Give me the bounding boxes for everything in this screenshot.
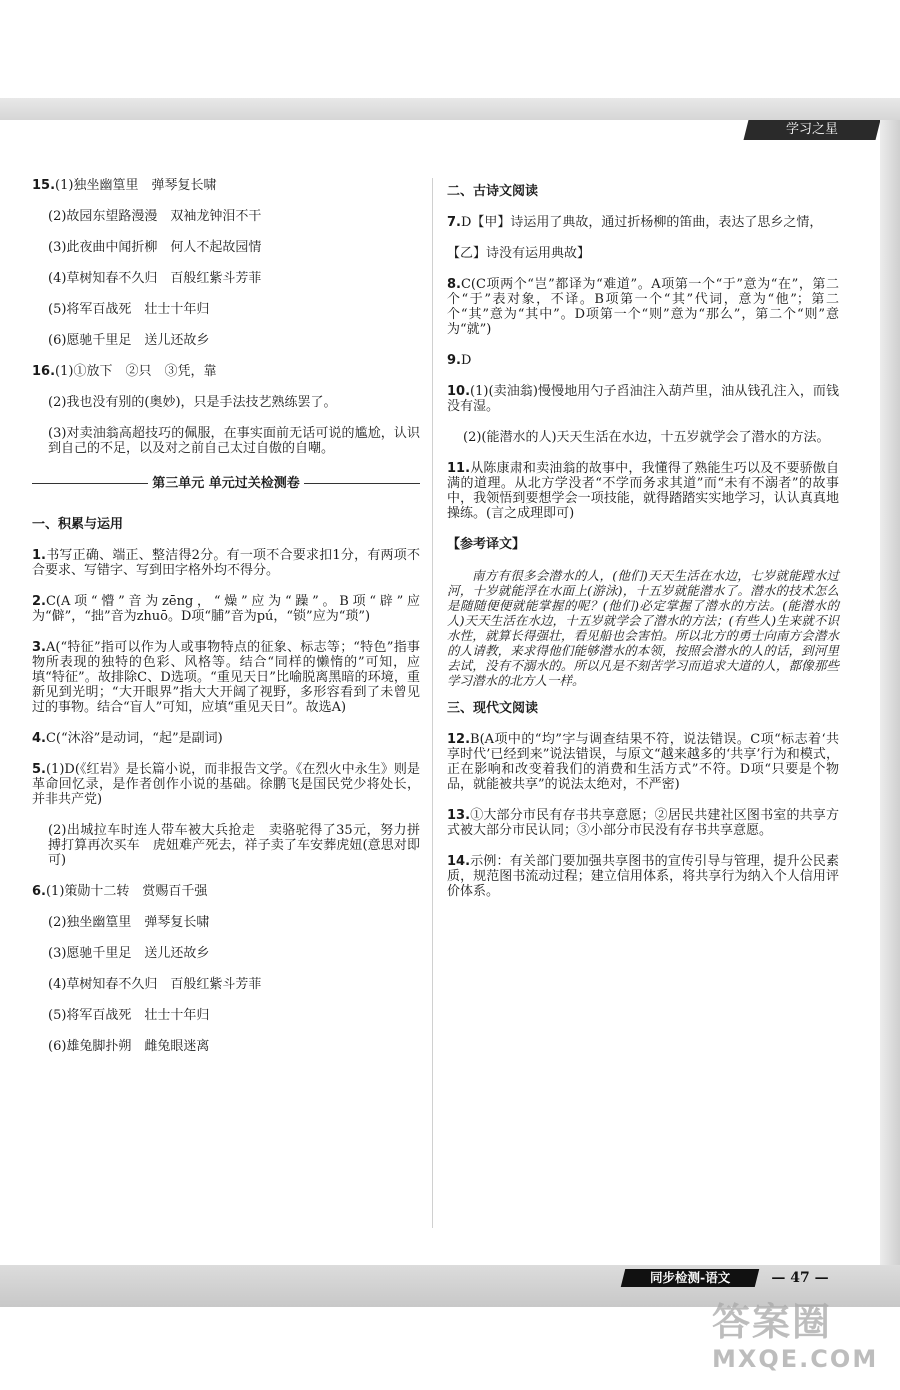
answer-q4 — [32, 731, 420, 746]
answer-line: (5)将军百战死 壮士十年归 — [48, 302, 210, 317]
question-number: 5. — [32, 762, 46, 777]
answer-text: C(C项两个“岂”都译为“难道”。A项第一个“于”意为“在”，第二个“于”表对象，不译。B项第一个“其”代词，意为“他”；第二个“其”意为“其中”。D项第一个“则”意为“那么”，第二个“则”意为“就”) — [447, 277, 839, 337]
answer-text: B(A项中的“均”字与调查结果不符，说法错误。C项“标志着‘共享时代’已经到来”说法错误，与原文“越来越多的‘共享’行为和模式，正在影响和改变着我们的消费和生活方式”不符。D项“只要是个物品，就能被共享”的说法太绝对，不严密) — [447, 732, 839, 792]
page-edge-shadow — [880, 120, 900, 1265]
answer-q13 — [447, 808, 839, 838]
answer-text: ①大部分市民有存书共享意愿；②居民共建社区图书室的共享方式被大部分市民认同；③小部分市民没有存书共享意愿。 — [447, 808, 839, 838]
answer-q2 — [32, 594, 420, 624]
answer-line: (6)雄兔脚扑朔 雌兔眼迷离 — [48, 1039, 210, 1054]
question-number: 2. — [32, 594, 46, 609]
page-number: — 47 — — [771, 1270, 829, 1286]
question-number: 16. — [32, 364, 56, 379]
answer-q14 — [447, 854, 839, 899]
answer-q1 — [32, 548, 420, 578]
answer-q3 — [32, 640, 420, 715]
answer-q9 — [447, 353, 839, 368]
answer-q5 — [32, 762, 420, 868]
brand-label: 学习之星 — [744, 120, 881, 140]
answer-line: (2)故园东望路漫漫 双袖龙钟泪不干 — [48, 209, 262, 224]
reference-translation — [447, 568, 839, 688]
question-number: 7. — [447, 215, 461, 230]
answer-line: (1)①放下 ②只 ③凭，靠 — [55, 364, 217, 379]
answer-line: (1)独坐幽篁里 弹琴复长啸 — [55, 178, 217, 193]
answer-text: 从陈康肃和卖油翁的故事中，我懂得了熟能生巧以及不要骄傲自满的道理。从北方学没者“不学而务求其道”而“未有不溺者”的故事中，我领悟到要想学会一项技能，就得踏踏实实地学习，认认真真地操练。(言之成理即可) — [447, 461, 839, 521]
footer-label: 同步检测-语文 — [621, 1269, 759, 1287]
watermark-line: MXQE.COM — [712, 1345, 879, 1373]
answer-line: (3)对卖油翁高超技巧的佩服，在事实面前无话可说的尴尬，认识到自己的不足，以及对之前自己太过自傲的自嘲。 — [48, 426, 420, 456]
answer-q16 — [32, 364, 420, 456]
unit-title — [32, 476, 420, 491]
answer-line: (5)将军百战死 壮士十年归 — [48, 1008, 210, 1023]
answer-q11 — [447, 461, 839, 521]
answer-q15 — [32, 178, 420, 348]
answer-text: 书写正确、端正、整洁得2分。有一项不合要求扣1分，有两项不合要求、写错字、写到田字格外均不得分。 — [32, 548, 420, 578]
answer-q12 — [447, 732, 839, 792]
right-column — [447, 178, 839, 915]
question-number: 3. — [32, 640, 46, 655]
translation-paragraph: 南方有很多会潜水的人，(他们)天天生活在水边，七岁就能蹚水过河，十岁就能浮在水面上(游泳)，十五岁就能潜水了。潜水的技术怎么是随随便便就能掌握的呢？(他们)必定掌握了潜水的方法。(能潜水的人)天天生活在水边，十五岁就学会了潜水的方法；(有些人)生来就不识水性，就算长得强壮，看见船也会害怕。所以北方的勇士向南方会潜水的人请教，来求得他们能够潜水的本领，按照会潜水的人的话，到河里去试，没有不溺水的。所以凡是不刻苦学习而追求大道的人，都像那些学习潜水的北方人一样。 — [447, 568, 839, 688]
column-divider — [432, 178, 433, 1228]
answer-line: (1)策勋十二转 赏赐百千强 — [45, 884, 208, 899]
answer-q7 — [447, 215, 839, 261]
answer-text: 示例：有关部门要加强共享图书的宣传引导与管理，提升公民素质，规范图书流动过程；建立信用体系，将共享行为纳入个人信用评价体系。 — [447, 854, 839, 899]
answer-line: (2)我也没有别的(奥妙)，只是手法技艺熟练罢了。 — [48, 395, 337, 410]
answer-line: (1)D(《红岩》是长篇小说，而非报告文学。《在烈火中永生》则是革命回忆录，是作者创作小说的基础。徐鹏飞是国民党少将处长，并非共产党) — [32, 762, 420, 807]
watermark — [712, 1300, 898, 1386]
answer-line: (6)愿驰千里足 送儿还故乡 — [48, 333, 210, 348]
question-number: 12. — [447, 732, 471, 747]
unit-title-text: 第三单元 单元过关检测卷 — [152, 476, 300, 491]
question-number: 8. — [447, 277, 461, 292]
section-heading: 一、积累与运用 — [32, 517, 124, 532]
answer-q6 — [32, 884, 420, 1054]
question-number: 11. — [447, 461, 471, 476]
question-number: 13. — [447, 808, 471, 823]
translation-heading: 【参考译文】 — [447, 537, 526, 552]
answer-line: 【乙】诗没有运用典故】 — [447, 246, 591, 261]
title-rule — [32, 483, 148, 484]
answer-line: (3)愿驰千里足 送儿还故乡 — [48, 946, 210, 961]
answer-q10 — [447, 384, 839, 445]
answer-text: C(“沐浴”是动词，“起”是副词) — [45, 731, 223, 746]
answer-line: (4)草树知春不久归 百般红紫斗芳菲 — [48, 977, 262, 992]
answer-text: A(“特征”指可以作为人或事物特点的征象、标志等；“特色”指事物所表现的独特的色彩、风格等。结合“同样的懒惰的”可知，应填“特征”。故排除C、D选项。“重见天日”比喻脱离黑暗的环境，重新见到光明；“大开眼界”指大大开阔了视野，多形容看到了未曾见过的事物。结合“盲人”可知，应填“重见天日”。故选A) — [32, 640, 420, 715]
question-number: 6. — [32, 884, 46, 899]
title-rule — [304, 483, 420, 484]
header-band — [0, 98, 900, 120]
answer-text: C(A项“懵”音为zēng，“燥”应为“躁”。B项“辟”应为“僻”，“拙”音为zhuō。D项“脯”音为pú，“锁”应为“琐”) — [32, 594, 420, 624]
question-number: 1. — [32, 548, 46, 563]
answer-text: D — [460, 353, 472, 368]
answer-line: D【甲】诗运用了典故，通过折杨柳的笛曲，表达了思乡之情， — [460, 215, 823, 230]
answer-line: (2)(能潜水的人)天天生活在水边，十五岁就学会了潜水的方法。 — [463, 430, 830, 445]
watermark-line: 答案圈 — [712, 1300, 833, 1344]
question-number: 14. — [447, 854, 471, 869]
left-column — [32, 178, 420, 1070]
question-number: 4. — [32, 731, 46, 746]
answer-line: (3)此夜曲中闻折柳 何人不起故园情 — [48, 240, 262, 255]
question-number: 10. — [447, 384, 471, 399]
answer-line: (4)草树知春不久归 百般红紫斗芳菲 — [48, 271, 262, 286]
question-number: 9. — [447, 353, 461, 368]
question-number: 15. — [32, 178, 56, 193]
section-heading: 二、古诗文阅读 — [447, 184, 539, 199]
answer-line: (2)出城拉车时连人带车被大兵抢走 卖骆驼得了35元，努力拼搏打算再次买车 虎妞难产死去，祥子卖了车安葬虎妞(意思对即可) — [48, 823, 420, 868]
section-heading: 三、现代文阅读 — [447, 701, 539, 716]
answer-line: (2)独坐幽篁里 弹琴复长啸 — [48, 915, 210, 930]
answer-q8 — [447, 277, 839, 337]
answer-line: (1)(卖油翁)慢慢地用勺子舀油注入葫芦里，油从钱孔注入，而钱没有湿。 — [447, 384, 839, 414]
